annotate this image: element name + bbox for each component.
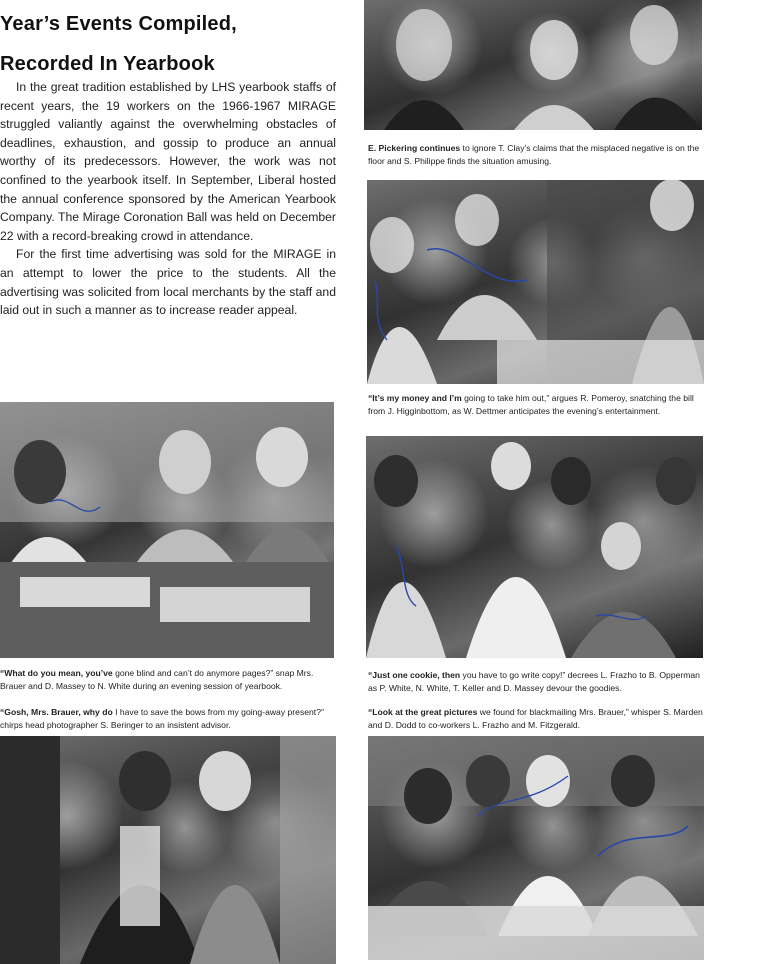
- caption-lead: “Gosh, Mrs. Brauer, why do: [0, 707, 113, 717]
- caption-frazho-cookie: [368, 669, 708, 695]
- article-paragraph-1: In the great tradition established by LHS yearbook staffs of recent years, the 19 workers on the 1966-1967 MIRAGE struggled valiantly against the overwhelming obstacles of deadlines, exhaustion, and gossip to produce an annual worthy of its predecessors. However, the work was not confined to the yearbook itself. In September, Liberal hosted the annual conference sponsored by the American Yearbook Company. The Mirage Coronation Ball was held on December 22 with a record-breaking crowd in attendance.: [0, 80, 336, 243]
- headline: [0, 4, 355, 84]
- photo-figures: [0, 402, 334, 658]
- caption-text: we found for blackmailing Mrs. Brauer,” whisper S. Marden and D. Dodd to co-workers L. Frazho and M. Fitzgerald.: [368, 707, 703, 730]
- photo-figures: [367, 180, 704, 384]
- caption-pickering: [368, 142, 708, 168]
- caption-text: gone blind and can’t do anymore pages?” snap Mrs. Brauer and D. Massey to N. White during an evening session of yearbook.: [0, 668, 314, 691]
- caption-text: to ignore T. Clay’s claims that the misplaced negative is on the floor and S. Philippe finds the situation amusing.: [368, 143, 700, 166]
- photo-pickering-clay-philippe: [364, 0, 702, 130]
- photo-figures: [368, 736, 704, 960]
- photo-frazho-cookie: [366, 436, 703, 658]
- caption-lead: “It’s my money and I’m: [368, 393, 462, 403]
- caption-lead: “Look at the great pictures: [368, 707, 478, 717]
- caption-pomeroy: [368, 392, 708, 418]
- caption-lead: “Just one cookie, then: [368, 670, 461, 680]
- caption-lead: “What do you mean, you’ve: [0, 668, 113, 678]
- caption-text: going to take him out,” argues R. Pomeroy, snatching the bill from J. Higginbottom, as W. Dettmer anticipates the evening’s entertainment.: [368, 393, 694, 416]
- caption-beringer-bows: [0, 706, 340, 732]
- photo-figures: [366, 436, 703, 658]
- photo-beringer-brauer: [0, 736, 336, 964]
- article-body: [0, 78, 336, 320]
- headline-line-1: Year’s Events Compiled,: [0, 13, 237, 35]
- photo-figures: [364, 0, 702, 130]
- caption-brauer-massey: [0, 667, 340, 693]
- photo-figures: [0, 736, 336, 964]
- caption-lead: E. Pickering continues: [368, 143, 461, 153]
- photo-pomeroy-money: [367, 180, 704, 384]
- photo-marden-dodd: [368, 736, 704, 960]
- headline-line-2: Recorded In Yearbook: [0, 53, 215, 75]
- photo-brauer-massey-white: [0, 402, 334, 658]
- caption-text: you have to go write copy!” decrees L. Frazho to B. Opperman as P. White, N. White, T. Keller and D. Massey devour the goodies.: [368, 670, 700, 693]
- caption-great-pictures: [368, 706, 708, 732]
- caption-text: I have to save the bows from my going-away present?” chirps head photographer S. Beringer to an insistent advisor.: [0, 707, 324, 730]
- article-paragraph-2: For the first time advertising was sold for the MIRAGE in an attempt to lower the price to the students. All the advertising was solicited from local merchants by the staff and laid out in such a manner as to increase reader appeal.: [0, 247, 336, 318]
